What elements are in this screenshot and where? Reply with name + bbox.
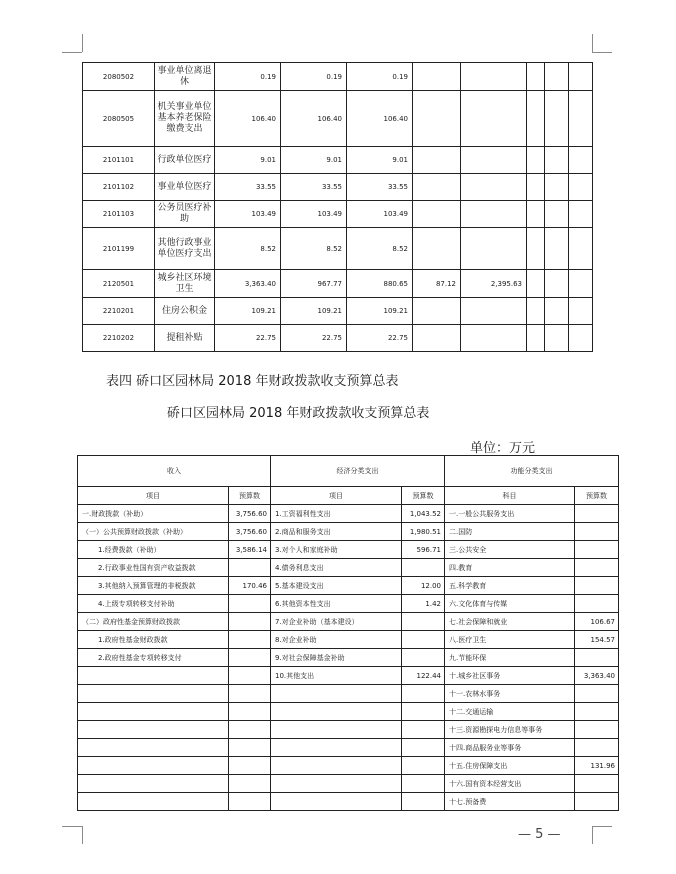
value-cell: 967.77 <box>281 270 347 298</box>
account-code: 2080502 <box>83 63 155 91</box>
functional-item: 二.国防 <box>445 523 575 541</box>
table-row <box>83 325 593 352</box>
income-value <box>229 595 271 613</box>
subheader-subject: 科目 <box>445 487 575 505</box>
empty-cell <box>527 63 545 91</box>
page-number: — 5 — <box>518 827 561 842</box>
empty-cell <box>569 325 593 352</box>
table-row <box>78 613 619 631</box>
functional-item: 四.教育 <box>445 559 575 577</box>
empty-cell <box>527 298 545 325</box>
economic-item: 2.商品和服务支出 <box>271 523 402 541</box>
table-row <box>78 649 619 667</box>
value-cell <box>461 174 527 201</box>
economic-item: 1.工资福利性支出 <box>271 505 402 523</box>
income-value: 3,756.60 <box>229 505 271 523</box>
functional-item: 三.公共安全 <box>445 541 575 559</box>
functional-item: 五.科学教育 <box>445 577 575 595</box>
empty-cell <box>569 147 593 174</box>
table-row <box>83 228 593 270</box>
functional-value <box>575 685 619 703</box>
value-cell: 103.49 <box>347 201 413 228</box>
account-name: 提租补贴 <box>155 325 215 352</box>
income-value <box>229 631 271 649</box>
value-cell <box>461 147 527 174</box>
value-cell: 106.40 <box>215 91 281 147</box>
economic-item <box>271 721 402 739</box>
value-cell: 0.19 <box>281 63 347 91</box>
value-cell <box>413 325 461 352</box>
functional-value <box>575 649 619 667</box>
header-income: 收入 <box>78 456 271 487</box>
income-item <box>78 775 229 793</box>
functional-value: 154.57 <box>575 631 619 649</box>
economic-value <box>402 703 445 721</box>
value-cell: 22.75 <box>215 325 281 352</box>
functional-item: 十五.住房保障支出 <box>445 757 575 775</box>
functional-value <box>575 523 619 541</box>
income-item: （二）政府性基金预算财政拨款 <box>78 613 229 631</box>
economic-item: 5.基本建设支出 <box>271 577 402 595</box>
economic-value: 596.71 <box>402 541 445 559</box>
table-row <box>78 595 619 613</box>
header-economic-expenditure: 经济分类支出 <box>271 456 445 487</box>
income-value: 170.46 <box>229 577 271 595</box>
economic-value <box>402 559 445 577</box>
value-cell: 106.40 <box>347 91 413 147</box>
empty-cell <box>527 147 545 174</box>
budget-summary-table <box>77 455 619 811</box>
functional-item: 九.节能环保 <box>445 649 575 667</box>
functional-item: 十二.交通运输 <box>445 703 575 721</box>
table-row <box>78 703 619 721</box>
account-name: 城乡社区环境卫生 <box>155 270 215 298</box>
subheader-budget: 预算数 <box>575 487 619 505</box>
account-code: 2210202 <box>83 325 155 352</box>
empty-cell <box>527 174 545 201</box>
functional-value <box>575 793 619 811</box>
economic-item <box>271 703 402 721</box>
unit-label: 单位：万元 <box>470 441 536 456</box>
account-name: 事业单位离退休 <box>155 63 215 91</box>
account-code: 2101103 <box>83 201 155 228</box>
value-cell: 0.19 <box>215 63 281 91</box>
value-cell: 87.12 <box>413 270 461 298</box>
account-code: 2210201 <box>83 298 155 325</box>
income-item <box>78 757 229 775</box>
empty-cell <box>569 174 593 201</box>
value-cell: 8.52 <box>347 228 413 270</box>
functional-value <box>575 703 619 721</box>
value-cell <box>461 63 527 91</box>
header-functional-expenditure: 功能分类支出 <box>445 456 619 487</box>
functional-item: 十七.预备费 <box>445 793 575 811</box>
value-cell: 2,395.63 <box>461 270 527 298</box>
economic-value <box>402 613 445 631</box>
subheader-budget: 预算数 <box>229 487 271 505</box>
functional-item: 十三.资源勘探电力信息等事务 <box>445 721 575 739</box>
income-value <box>229 793 271 811</box>
table-row <box>78 775 619 793</box>
table-row <box>78 559 619 577</box>
economic-item: 3.对个人和家庭补助 <box>271 541 402 559</box>
value-cell: 8.52 <box>281 228 347 270</box>
income-value <box>229 721 271 739</box>
value-cell: 109.21 <box>215 298 281 325</box>
income-value: 3,756.60 <box>229 523 271 541</box>
economic-item <box>271 775 402 793</box>
table-row <box>83 174 593 201</box>
value-cell <box>413 298 461 325</box>
table-row <box>83 270 593 298</box>
table-row <box>83 63 593 91</box>
functional-value <box>575 721 619 739</box>
account-code: 2101102 <box>83 174 155 201</box>
expenditure-detail-table <box>82 62 593 352</box>
income-item: 2.行政事业性国有资产收益拨款 <box>78 559 229 577</box>
income-item: 1.经费拨款（补助） <box>78 541 229 559</box>
income-value <box>229 703 271 721</box>
functional-item: 一.一般公共服务支出 <box>445 505 575 523</box>
economic-value: 1.42 <box>402 595 445 613</box>
value-cell: 9.01 <box>347 147 413 174</box>
economic-value: 1,980.51 <box>402 523 445 541</box>
income-item <box>78 703 229 721</box>
empty-cell <box>569 270 593 298</box>
functional-item: 七.社会保障和就业 <box>445 613 575 631</box>
economic-value <box>402 685 445 703</box>
economic-item: 4.债务利息支出 <box>271 559 402 577</box>
economic-item: 7.对企业补助（基本建设） <box>271 613 402 631</box>
economic-item: 9.对社会保障基金补助 <box>271 649 402 667</box>
empty-cell <box>569 228 593 270</box>
income-item: 一.财政拨款（补助） <box>78 505 229 523</box>
account-code: 2080505 <box>83 91 155 147</box>
account-name: 机关事业单位基本养老保险缴费支出 <box>155 91 215 147</box>
crop-mark-bottom-right <box>592 826 593 844</box>
crop-mark-bottom-left <box>62 826 82 827</box>
economic-item <box>271 757 402 775</box>
functional-item: 十.城乡社区事务 <box>445 667 575 685</box>
functional-item: 六.文化体育与传媒 <box>445 595 575 613</box>
value-cell <box>461 298 527 325</box>
value-cell: 22.75 <box>347 325 413 352</box>
crop-mark-bottom-left <box>82 826 83 844</box>
value-cell: 33.55 <box>281 174 347 201</box>
value-cell <box>413 147 461 174</box>
income-value <box>229 775 271 793</box>
empty-cell <box>545 270 569 298</box>
subheader-budget: 预算数 <box>402 487 445 505</box>
crop-mark-top-right <box>592 34 593 52</box>
value-cell <box>413 91 461 147</box>
value-cell: 109.21 <box>281 298 347 325</box>
value-cell: 9.01 <box>215 147 281 174</box>
functional-value <box>575 505 619 523</box>
economic-value <box>402 631 445 649</box>
empty-cell <box>527 325 545 352</box>
economic-item <box>271 685 402 703</box>
functional-item: 十一.农林水事务 <box>445 685 575 703</box>
economic-value <box>402 793 445 811</box>
functional-value <box>575 739 619 757</box>
income-item: 2.政府性基金专项转移支付 <box>78 649 229 667</box>
income-value <box>229 757 271 775</box>
empty-cell <box>569 298 593 325</box>
empty-cell <box>527 201 545 228</box>
value-cell: 22.75 <box>281 325 347 352</box>
empty-cell <box>527 270 545 298</box>
income-value <box>229 667 271 685</box>
income-item: 1.政府性基金财政拨款 <box>78 631 229 649</box>
value-cell: 3,363.40 <box>215 270 281 298</box>
economic-value <box>402 721 445 739</box>
value-cell: 106.40 <box>281 91 347 147</box>
functional-value: 131.96 <box>575 757 619 775</box>
table-row <box>78 631 619 649</box>
functional-item: 十六.国有资本经营支出 <box>445 775 575 793</box>
table-row <box>78 757 619 775</box>
table-row <box>78 793 619 811</box>
table-title: 硚口区园林局 2018 年财政拨款收支预算总表 <box>167 406 430 421</box>
income-value <box>229 739 271 757</box>
income-item <box>78 739 229 757</box>
empty-cell <box>545 63 569 91</box>
economic-item: 6.其他资本性支出 <box>271 595 402 613</box>
account-name: 行政单位医疗 <box>155 147 215 174</box>
table-row <box>83 201 593 228</box>
table-caption: 表四 硚口区园林局 2018 年财政拨款收支预算总表 <box>106 374 399 389</box>
income-value <box>229 613 271 631</box>
account-name: 事业单位医疗 <box>155 174 215 201</box>
income-item <box>78 721 229 739</box>
account-name: 住房公积金 <box>155 298 215 325</box>
economic-item <box>271 739 402 757</box>
value-cell: 880.65 <box>347 270 413 298</box>
table-row <box>78 541 619 559</box>
value-cell: 103.49 <box>215 201 281 228</box>
empty-cell <box>545 298 569 325</box>
income-item: （一）公共预算财政拨款（补助） <box>78 523 229 541</box>
income-item <box>78 667 229 685</box>
economic-value <box>402 739 445 757</box>
economic-item: 8.对企业补助 <box>271 631 402 649</box>
value-cell <box>413 228 461 270</box>
crop-mark-top-right <box>592 52 612 53</box>
value-cell <box>413 174 461 201</box>
economic-item: 10.其他支出 <box>271 667 402 685</box>
value-cell: 109.21 <box>347 298 413 325</box>
value-cell: 33.55 <box>347 174 413 201</box>
functional-item: 十四.商品服务业等事务 <box>445 739 575 757</box>
value-cell <box>461 91 527 147</box>
table-row <box>83 91 593 147</box>
economic-item <box>271 793 402 811</box>
empty-cell <box>569 63 593 91</box>
subheader-item: 项目 <box>271 487 402 505</box>
empty-cell <box>545 91 569 147</box>
table-row <box>78 721 619 739</box>
functional-value <box>575 595 619 613</box>
income-value <box>229 685 271 703</box>
empty-cell <box>545 325 569 352</box>
value-cell <box>461 228 527 270</box>
empty-cell <box>545 201 569 228</box>
functional-value: 106.67 <box>575 613 619 631</box>
income-item <box>78 793 229 811</box>
value-cell: 9.01 <box>281 147 347 174</box>
account-name: 其他行政事业单位医疗支出 <box>155 228 215 270</box>
income-value: 3,586.14 <box>229 541 271 559</box>
economic-value <box>402 775 445 793</box>
table-row <box>78 685 619 703</box>
value-cell: 8.52 <box>215 228 281 270</box>
empty-cell <box>527 228 545 270</box>
value-cell <box>461 201 527 228</box>
crop-mark-bottom-right <box>592 826 612 827</box>
value-cell <box>461 325 527 352</box>
functional-item: 八.医疗卫生 <box>445 631 575 649</box>
income-value <box>229 649 271 667</box>
value-cell: 103.49 <box>281 201 347 228</box>
account-code: 2101199 <box>83 228 155 270</box>
subheader-item: 项目 <box>78 487 229 505</box>
income-item: 3.其他纳入预算管理的非税拨款 <box>78 577 229 595</box>
functional-value: 3,363.40 <box>575 667 619 685</box>
economic-value <box>402 757 445 775</box>
value-cell <box>413 63 461 91</box>
economic-value: 122.44 <box>402 667 445 685</box>
income-value <box>229 559 271 577</box>
table-row <box>78 577 619 595</box>
value-cell: 0.19 <box>347 63 413 91</box>
functional-value <box>575 775 619 793</box>
table-row <box>78 523 619 541</box>
empty-cell <box>569 201 593 228</box>
empty-cell <box>545 147 569 174</box>
functional-value <box>575 541 619 559</box>
empty-cell <box>527 91 545 147</box>
value-cell <box>413 201 461 228</box>
empty-cell <box>569 91 593 147</box>
economic-value <box>402 649 445 667</box>
table-row <box>78 505 619 523</box>
functional-value <box>575 577 619 595</box>
account-name: 公务员医疗补助 <box>155 201 215 228</box>
crop-mark-top-left <box>62 52 82 53</box>
value-cell: 33.55 <box>215 174 281 201</box>
income-item: 4.上级专项转移支付补助 <box>78 595 229 613</box>
table-row <box>83 298 593 325</box>
account-code: 2120501 <box>83 270 155 298</box>
table-row <box>78 667 619 685</box>
empty-cell <box>545 174 569 201</box>
table-row <box>78 739 619 757</box>
functional-value <box>575 559 619 577</box>
table-row <box>83 147 593 174</box>
account-code: 2101101 <box>83 147 155 174</box>
income-item <box>78 685 229 703</box>
empty-cell <box>545 228 569 270</box>
economic-value: 12.00 <box>402 577 445 595</box>
economic-value: 1,043.52 <box>402 505 445 523</box>
crop-mark-top-left <box>82 34 83 52</box>
